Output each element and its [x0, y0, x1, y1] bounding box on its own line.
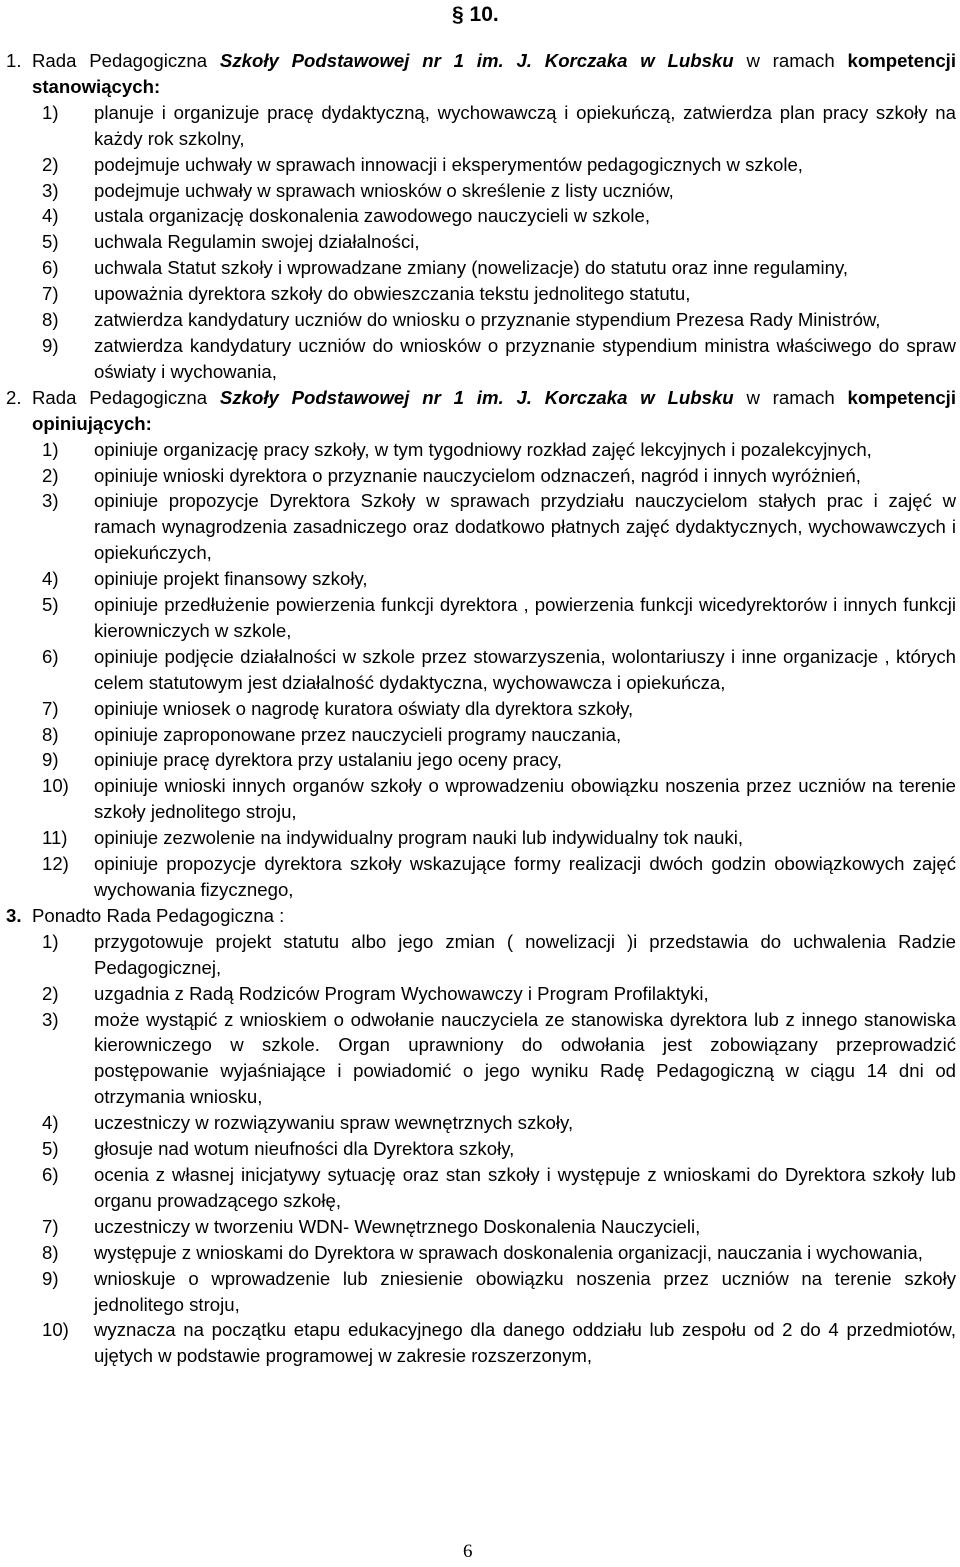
- item-number: 8): [42, 309, 59, 331]
- item-number: 4): [42, 205, 59, 227]
- item-text: opiniuje wnioski innych organów szkoły o wprowadzeniu obowiązku noszenia przez uczniów na terenie szkoły jednolitego stroju,: [94, 775, 956, 823]
- item-text: uczestniczy w tworzeniu WDN- Wewnętrznego Doskonalenia Nauczycieli,: [94, 1215, 701, 1237]
- item-number: 2): [42, 464, 59, 486]
- list-item: [6, 747, 956, 773]
- item-text: upoważnia dyrektora szkoły do obwieszczania tekstu jednolitego statutu,: [94, 283, 691, 305]
- heading-text: kompetencji opiniujących:: [32, 386, 956, 434]
- list-item: [6, 229, 956, 255]
- item-text: opiniuje zaproponowane przez nauczycieli programy nauczania,: [94, 723, 622, 745]
- list-item: [6, 929, 956, 981]
- paragraph-heading: [452, 0, 499, 30]
- item-text: planuje i organizuje pracę dydaktyczną, wychowawczą i opiekuńczą, zatwierdza plan pracy szkoły na każdy rok szkolny,: [94, 101, 956, 149]
- list-item: [6, 981, 956, 1007]
- list-item: [6, 825, 956, 851]
- item-text: głosuje nad wotum nieufności dla Dyrektora szkoły,: [94, 1138, 515, 1160]
- list-item: [6, 696, 956, 722]
- list-item: [6, 1214, 956, 1240]
- list-item: [6, 1110, 956, 1136]
- item-text: podejmuje uchwały w sprawach wniosków o skreślenie z listy uczniów,: [94, 179, 674, 201]
- list-item: [6, 203, 956, 229]
- item-number: 3): [42, 1008, 59, 1030]
- list-item: [6, 1240, 956, 1266]
- item-number: 5): [42, 1138, 59, 1160]
- page-number: 6: [463, 1541, 473, 1562]
- item-number: 1): [42, 438, 59, 460]
- item-text: wnioskuje o wprowadzenie lub zniesienie obowiązku noszenia przez uczniów na terenie szkoły jednolitego stroju,: [94, 1267, 956, 1315]
- item-number: 1): [42, 930, 59, 952]
- item-number: 9): [42, 749, 59, 771]
- item-number: 4): [42, 1112, 59, 1134]
- item-number: 8): [42, 1241, 59, 1263]
- list-item: [6, 437, 956, 463]
- item-text: podejmuje uchwały w sprawach innowacji i eksperymentów pedagogicznych w szkole,: [94, 153, 803, 175]
- item-number: 10): [42, 775, 69, 797]
- section-2: [6, 385, 956, 903]
- section-number: 2.: [6, 386, 22, 408]
- list-item: [6, 463, 956, 489]
- item-number: 2): [42, 153, 59, 175]
- item-text: uchwala Statut szkoły i wprowadzane zmiany (nowelizacje) do statutu oraz inne regulaminy,: [94, 257, 849, 279]
- item-text: przygotowuje projekt statutu albo jego zmian ( nowelizacji )i przedstawia do uchwalenia Radzie Pedagogicznej,: [94, 930, 956, 978]
- item-text: opiniuje propozycje dyrektora szkoły wskazujące formy realizacji dwóch godzin obowiązkowych zajęć wychowania fizycznego,: [94, 853, 956, 900]
- item-list: [6, 100, 956, 385]
- heading-text: Rada Pedagogiczna: [32, 386, 220, 408]
- section-1: [6, 48, 956, 385]
- list-item: [6, 1007, 956, 1111]
- section-3: [6, 903, 956, 1369]
- list-item: [6, 1136, 956, 1162]
- list-item: [6, 592, 956, 644]
- item-number: 5): [42, 594, 59, 616]
- list-item: [6, 178, 956, 204]
- item-list: [6, 929, 956, 1369]
- item-number: 10): [42, 1319, 69, 1341]
- item-list: [6, 437, 956, 903]
- heading-text: Szkoły Podstawowej nr 1 im. J. Korczaka w Lubsku: [219, 386, 734, 408]
- item-text: opiniuje wniosek o nagrodę kuratora oświaty dla dyrektora szkoły,: [94, 697, 634, 719]
- heading-text: Ponadto Rada Pedagogiczna :: [32, 904, 285, 926]
- section-number: 1.: [6, 50, 22, 71]
- item-number: 11): [42, 827, 68, 849]
- list-item: [6, 1317, 956, 1369]
- heading-text: Szkoły Podstawowej nr 1 im. J. Korczaka w Lubsku: [219, 50, 734, 71]
- item-number: 9): [42, 334, 59, 356]
- list-item: [6, 255, 956, 281]
- item-number: 9): [42, 1267, 59, 1289]
- list-item: [6, 644, 956, 696]
- section-heading: [32, 385, 956, 437]
- item-number: 7): [42, 1215, 59, 1237]
- item-text: opiniuje organizację pracy szkoły, w tym tygodniowy rozkład zajęć lekcyjnych i pozalekcyjnych,: [94, 438, 872, 460]
- section-heading: [32, 903, 956, 929]
- list-item: [6, 281, 956, 307]
- heading-text: Rada Pedagogiczna: [32, 50, 220, 71]
- item-text: zatwierdza kandydatury uczniów do wniosku o przyznanie stypendium Prezesa Rady Ministrów,: [94, 309, 881, 331]
- item-number: 6): [42, 257, 59, 279]
- heading-text: kompetencji stanowiących:: [32, 50, 956, 97]
- list-item: [6, 566, 956, 592]
- list-item: [6, 722, 956, 748]
- list-item: [6, 488, 956, 566]
- item-text: ocenia z własnej inicjatywy sytuację oraz stan szkoły i występuje z wnioskami do Dyrektora szkoły lub organu prowadzącego szkołę,: [94, 1163, 956, 1211]
- list-item: [6, 1162, 956, 1214]
- item-text: opiniuje wnioski dyrektora o przyznanie nauczycielom odznaczeń, nagród i innych wyróżnień,: [94, 464, 861, 486]
- item-number: 6): [42, 645, 59, 667]
- item-text: uzgadnia z Radą Rodziców Program Wychowawczy i Program Profilaktyki,: [94, 982, 709, 1004]
- item-text: opiniuje propozycje Dyrektora Szkoły w sprawach przydziału nauczycielom stałych prac i zajęć w ramach wynagrodzenia zasadniczego oraz dodatkowo płatnych zajęć dydaktycznych, wychowawczych i opiekuńczych,: [94, 490, 956, 564]
- item-text: opiniuje projekt finansowy szkoły,: [94, 568, 368, 590]
- item-text: opiniuje podjęcie działalności w szkole przez stowarzyszenia, wolontariuszy i inne organizacje , których celem statutowym jest działalność dydaktyczna, wychowawcza i opiekuńcza,: [94, 645, 956, 693]
- item-number: 2): [42, 982, 59, 1004]
- item-text: zatwierdza kandydatury uczniów do wniosków o przyznanie stypendium ministra właściwego do spraw oświaty i wychowania,: [94, 334, 956, 382]
- document-body: [6, 48, 956, 1369]
- item-number: 1): [42, 101, 59, 123]
- list-item: [6, 100, 956, 152]
- item-text: opiniuje pracę dyrektora przy ustalaniu jego oceny pracy,: [94, 749, 562, 771]
- item-number: 4): [42, 568, 59, 590]
- item-number: 5): [42, 231, 59, 253]
- list-item: [6, 851, 956, 903]
- paragraph-sign: §: [452, 3, 464, 26]
- item-text: uchwala Regulamin swojej działalności,: [94, 231, 420, 253]
- paragraph-number: 10.: [469, 3, 499, 26]
- section-heading: [32, 48, 956, 100]
- item-text: może wystąpić z wnioskiem o odwołanie nauczyciela ze stanowiska dyrektora lub z innego stanowiska kierowniczego w szkole. Organ uprawniony do odwołania jest zobowiązany przeprowadzić postępowanie wyjaśniające i powiadomić o jego wyniku Radę Pedagogiczną w ciągu 14 dni od otrzymania wniosku,: [94, 1008, 956, 1108]
- list-item: [6, 1266, 956, 1318]
- item-number: 3): [42, 490, 59, 512]
- list-item: [6, 333, 956, 385]
- list-item: [6, 152, 956, 178]
- item-number: 8): [42, 723, 59, 745]
- item-text: wyznacza na początku etapu edukacyjnego dla danego oddziału lub zespołu od 2 do 4 przedmiotów, ujętych w podstawie programowej w zakresie rozszerzonym,: [94, 1319, 956, 1367]
- item-number: 12): [42, 853, 69, 875]
- item-number: 7): [42, 697, 59, 719]
- list-item: [6, 307, 956, 333]
- heading-text: w ramach: [733, 386, 848, 408]
- item-text: ustala organizację doskonalenia zawodowego nauczycieli w szkole,: [94, 205, 651, 227]
- item-text: opiniuje zezwolenie na indywidualny program nauki lub indywidualny tok nauki,: [94, 827, 744, 849]
- item-text: opiniuje przedłużenie powierzenia funkcji dyrektora , powierzenia funkcji wicedyrektorów i innych funkcji kierowniczych w szkole,: [94, 594, 956, 641]
- section-number: 3.: [6, 904, 22, 926]
- list-item: [6, 773, 956, 825]
- item-number: 6): [42, 1163, 59, 1185]
- item-text: występuje z wnioskami do Dyrektora w sprawach doskonalenia organizacji, nauczania i wychowania,: [94, 1241, 923, 1263]
- item-number: 7): [42, 283, 59, 305]
- item-number: 3): [42, 179, 59, 201]
- heading-text: w ramach: [733, 50, 848, 71]
- item-text: uczestniczy w rozwiązywaniu spraw wewnętrznych szkoły,: [94, 1112, 574, 1134]
